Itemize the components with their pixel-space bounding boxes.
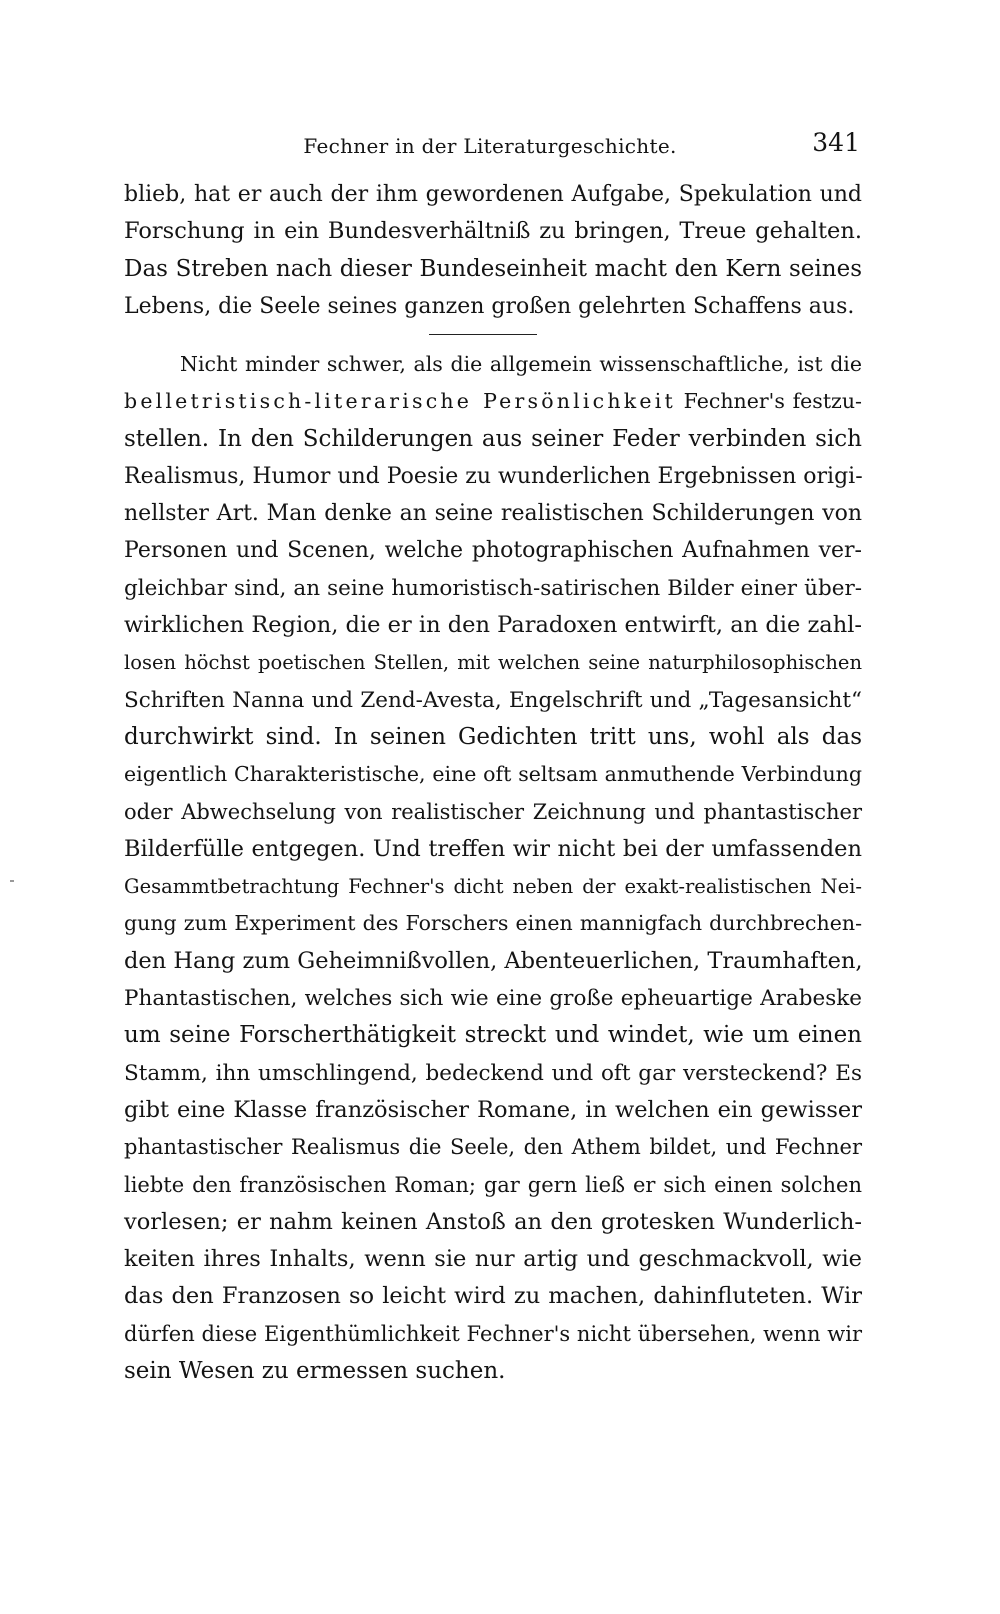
page-number: 341 bbox=[812, 128, 860, 157]
text-line: Schriften Nanna und Zend-Avesta, Engelschrift und „Tagesansicht“ bbox=[124, 687, 862, 713]
text-line: um seine Forscherthätigkeit streckt und windet, wie um einen bbox=[124, 1022, 862, 1049]
text-fragment: Fechner's festzu- bbox=[675, 389, 862, 414]
running-header bbox=[120, 128, 860, 162]
intro-paragraph bbox=[124, 176, 862, 325]
text-line: Stamm, ihn umschlingend, bedeckend und oft gar versteckend? Es bbox=[124, 1060, 862, 1086]
text-line: losen höchst poetischen Stellen, mit welchen seine naturphilosophischen bbox=[124, 651, 862, 675]
text-line: Bilderfülle entgegen. Und treffen wir nicht bei der umfassenden bbox=[124, 835, 862, 862]
text-line: Personen und Scenen, welche photographischen Aufnahmen ver- bbox=[124, 538, 862, 564]
running-title: Fechner in der Literaturgeschichte. bbox=[303, 134, 677, 158]
text-line: eigentlich Charakteristische, eine oft seltsam anmuthende Verbindung bbox=[124, 762, 862, 787]
text-line: Realismus, Humor und Poesie zu wunderlichen Ergebnissen origi- bbox=[124, 463, 863, 489]
text-line: phantastischer Realismus die Seele, den Athem bildet, und Fechner bbox=[124, 1135, 862, 1160]
text-line: gibt eine Klasse französischer Romane, in welchen ein gewisser bbox=[124, 1096, 862, 1123]
text-line: nellster Art. Man denke an seine realistischen Schilderungen von bbox=[124, 501, 862, 527]
text-line: keiten ihres Inhalts, wenn sie nur artig und geschmackvoll, wie bbox=[124, 1246, 862, 1273]
text-line: Forschung in ein Bundesverhältniß zu bringen, Treue gehalten. bbox=[124, 218, 862, 245]
text-line: sein Wesen zu ermessen suchen. bbox=[124, 1358, 506, 1385]
text-line: Das Streben nach dieser Bundeseinheit macht den Kern seines bbox=[124, 255, 862, 282]
text-line: Phantastischen, welches sich wie eine große epheuartige Arabeske bbox=[124, 986, 862, 1012]
text-line: das den Franzosen so leicht wird zu machen, dahinfluteten. Wir bbox=[124, 1283, 862, 1310]
text-line-emphasis bbox=[124, 383, 862, 420]
text-line: liebte den französischen Roman; gar gern ließ er sich einen solchen bbox=[124, 1172, 862, 1197]
main-paragraph bbox=[124, 346, 862, 1390]
scan-margin-mark bbox=[10, 880, 14, 882]
text-line: oder Abwechselung von realistischer Zeichnung und phantastischer bbox=[124, 799, 862, 824]
text-line: durchwirkt sind. In seinen Gedichten tritt uns, wohl als das bbox=[124, 723, 862, 750]
text-line: gleichbar sind, an seine humoristisch-satirischen Bilder einer über- bbox=[124, 575, 862, 601]
text-line: blieb, hat er auch der ihm gewordenen Aufgabe, Spekulation und bbox=[124, 182, 862, 207]
text-line: vorlesen; er nahm keinen Anstoß an den grotesken Wunderlich- bbox=[124, 1208, 862, 1235]
text-line: Nicht minder schwer, als die allgemein wissenschaftliche, ist die bbox=[180, 352, 862, 376]
text-line: den Hang zum Geheimnißvollen, Abenteuerlichen, Traumhaften, bbox=[124, 947, 863, 974]
text-line: gung zum Experiment des Forschers einen mannigfach durchbrechen- bbox=[124, 911, 862, 936]
text-line: Lebens, die Seele seines ganzen großen gelehrten Schaffens aus. bbox=[124, 293, 855, 319]
text-line: dürfen diese Eigenthümlichkeit Fechner's nicht übersehen, wenn wir bbox=[124, 1321, 862, 1346]
text-line: Gesammtbetrachtung Fechner's dicht neben der exakt-realistischen Nei- bbox=[124, 875, 862, 899]
text-line: wirklichen Region, die er in den Paradoxen entwirft, an die zahl- bbox=[124, 612, 862, 639]
text-line: stellen. In den Schilderungen aus seiner Feder verbinden sich bbox=[124, 425, 862, 452]
spaced-emphasis: belletristisch-literarische Persönlichkeit bbox=[124, 389, 676, 414]
section-divider bbox=[429, 334, 537, 335]
